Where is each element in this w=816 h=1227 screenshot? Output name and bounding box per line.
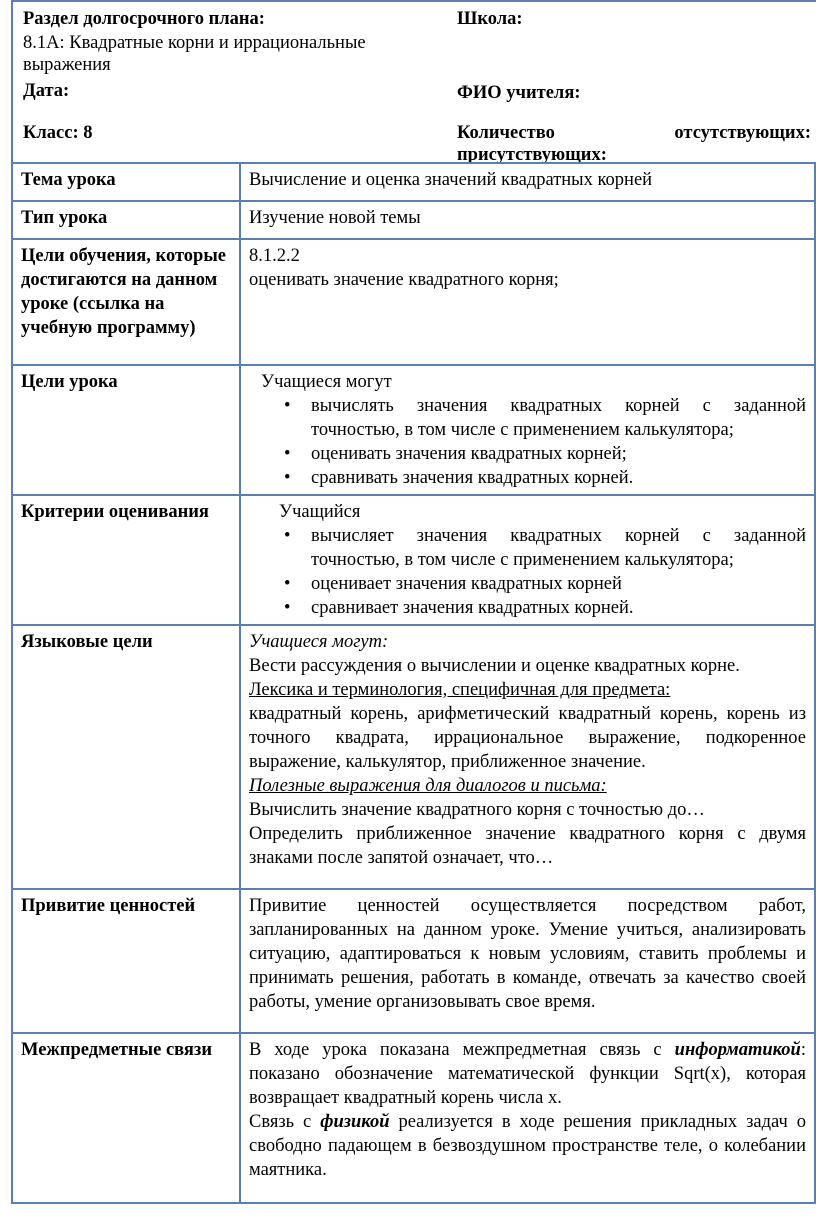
section-value: 8.1А: Квадратные корни и иррациональные выражения — [23, 33, 366, 75]
language-phrase-1: Вычислить значение квадратного корня с точностью до… — [249, 800, 705, 820]
cross-paragraph-2 — [249, 1110, 806, 1182]
language-reasoning: Вести рассуждения о вычислении и оценке квадратных корне. — [249, 656, 740, 676]
row-objectives — [12, 239, 815, 365]
cross-p2-c: реализуется в ходе решения прикладных задач о свободно падающем в безвоздушном пространстве теле, о колебании маятника. — [249, 1112, 806, 1180]
row-values — [12, 889, 815, 1033]
type-value: Изучение новой темы — [240, 201, 815, 239]
criteria-item: • сравнивает значения квадратных корней. — [249, 596, 806, 620]
topic-value: Вычисление и оценка значений квадратных корней — [240, 163, 815, 201]
language-phrases-title: Полезные выражения для диалогов и письма: — [249, 776, 607, 796]
date-label: Дата: — [23, 81, 70, 101]
values-label: Привитие ценностей — [12, 889, 240, 1033]
cross-paragraph-1 — [249, 1038, 806, 1110]
lesson-goals-value — [240, 365, 815, 495]
lesson-goals-list — [249, 394, 806, 490]
criteria-intro: Учащийся — [279, 502, 361, 522]
row-lesson-goals — [12, 365, 815, 495]
language-value — [240, 625, 815, 889]
language-students-can: Учащиеся могут: — [249, 632, 389, 652]
school-label: Школа: — [457, 9, 523, 29]
lesson-goals-label: Цели урока — [12, 365, 240, 495]
attendance-label-1: Количество — [457, 123, 555, 143]
language-phrase-2: Определить приближенное значение квадратного корня с двумя знаками после запятой означает, что… — [249, 824, 806, 868]
row-criteria — [12, 495, 815, 625]
cross-p2-a: Связь с — [249, 1112, 321, 1132]
section-label: Раздел долгосрочного плана: — [23, 9, 265, 29]
row-topic — [12, 163, 815, 201]
attendance-label-3: присутствующих: — [457, 145, 607, 165]
cross-value — [240, 1033, 815, 1203]
cross-p2-physics: физикой — [320, 1112, 390, 1132]
lesson-plan-page — [11, 0, 816, 1200]
lesson-goal-item: • сравнивать значения квадратных корней. — [249, 466, 806, 490]
objectives-label: Цели обучения, которые достигаются на данном уроке (ссылка на учебную программу) — [12, 239, 240, 365]
criteria-list — [249, 524, 806, 620]
objectives-text: оценивать значение квадратного корня; — [249, 270, 559, 290]
lesson-goal-item: • оценивать значения квадратных корней; — [249, 442, 806, 466]
cross-label: Межпредметные связи — [12, 1033, 240, 1203]
cross-p1-informatics: информатикой — [674, 1040, 801, 1060]
lesson-goal-item: • вычислять значения квадратных корней с заданной точностью, в том числе с применением калькулятора; — [249, 394, 806, 442]
topic-label: Тема урока — [12, 163, 240, 201]
row-language — [12, 625, 815, 889]
teacher-label: ФИО учителя: — [457, 83, 581, 103]
attendance-label-2: отсутствующих: — [674, 123, 811, 143]
criteria-item: • вычисляет значения квадратных корней с заданной точностью, в том числе с применением калькулятора; — [249, 524, 806, 572]
lesson-goals-intro: Учащиеся могут — [261, 372, 392, 392]
cross-p1-a: В ходе урока показана межпредметная связь с — [249, 1040, 675, 1060]
objectives-code: 8.1.2.2 — [249, 246, 300, 266]
class-label: Класс: 8 — [23, 123, 93, 143]
language-vocab: квадратный корень, арифметический квадратный корень, корень из точного квадрата, иррациональное выражение, подкоренное выражение, калькулятор, приближенное значение. — [249, 704, 806, 772]
type-label: Тип урока — [12, 201, 240, 239]
objectives-value — [240, 239, 815, 365]
criteria-value — [240, 495, 815, 625]
values-text: Привитие ценностей осуществляется посредством работ, запланированных на данном уроке. Умение учиться, анализировать ситуацию, адаптироваться к новым условиям, ставить проблемы и принимать решения, работать в команде, отвечать за качество своей работы, умение организовывать свое время. — [240, 889, 815, 1033]
row-type — [12, 201, 815, 239]
criteria-item: • оценивает значения квадратных корней — [249, 572, 806, 596]
cross-p1-c: : показано обозначение математической функции Sqrt(x), которая возвращает квадратный корень числа x. — [249, 1040, 806, 1108]
lesson-table — [11, 162, 816, 1204]
criteria-label: Критерии оценивания — [12, 495, 240, 625]
language-label: Языковые цели — [12, 625, 240, 889]
header-block — [11, 0, 816, 163]
row-cross — [12, 1033, 815, 1203]
language-vocab-title: Лексика и терминология, специфичная для предмета: — [249, 680, 671, 700]
